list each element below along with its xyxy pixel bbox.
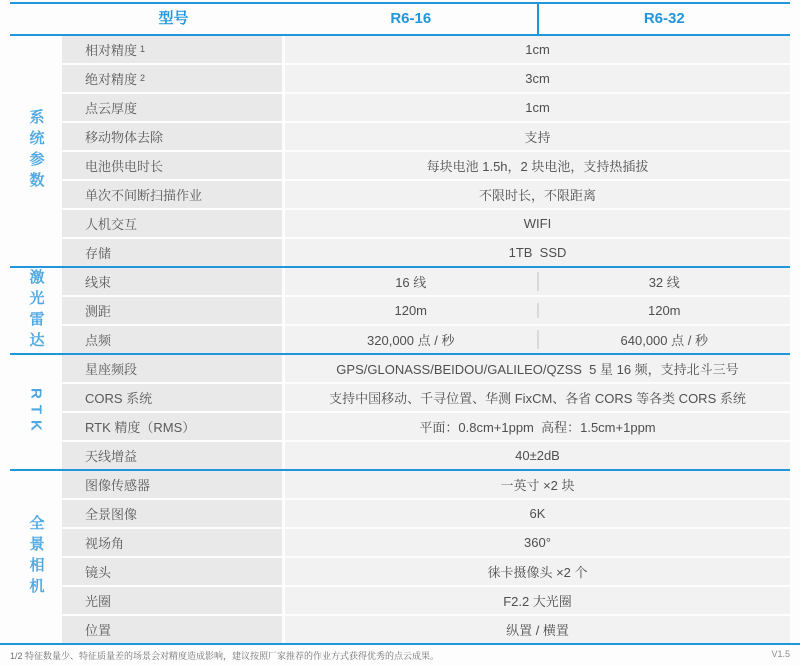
spec-row (62, 326, 790, 353)
spec-value: 6K (285, 500, 790, 527)
spec-row (62, 297, 790, 324)
spec-label-text: 绝对精度 (85, 72, 138, 87)
table-header-row (10, 4, 790, 34)
spec-label (62, 210, 282, 237)
spec-row (62, 413, 790, 440)
spec-label (62, 94, 282, 121)
spec-label-text: 天线增益 (85, 449, 138, 464)
spec-row (62, 94, 790, 121)
section-category-label: RTK (27, 387, 45, 437)
spec-value-column: 320,000 点 / 秒 (367, 333, 455, 348)
section-category-label: 系统参数 (27, 109, 45, 193)
spec-value: 支持 (285, 123, 790, 150)
spec-label (62, 413, 282, 440)
spec-label (62, 297, 282, 324)
table-body (10, 36, 790, 643)
spec-value: 每块电池 1.5h，2 块电池，支持热插拔 (285, 152, 790, 179)
spec-value: WIFI (285, 210, 790, 237)
spec-label (62, 181, 282, 208)
spec-value (285, 297, 790, 324)
section-category (10, 36, 62, 266)
spec-label-text: 线束 (85, 275, 112, 290)
spec-label (62, 355, 282, 382)
spec-label-text: 人机交互 (85, 217, 138, 232)
spec-row (62, 239, 790, 266)
section-rows (62, 268, 790, 353)
spec-row (62, 442, 790, 469)
spec-row (62, 616, 790, 643)
section-rows (62, 355, 790, 469)
spec-label-text: 位置 (85, 623, 112, 638)
spec-label-text: 电池供电时长 (85, 159, 164, 174)
spec-value (285, 268, 790, 295)
spec-value: F2.2 大光圈 (285, 587, 790, 614)
spec-value: 40±2dB (285, 442, 790, 469)
spec-label-text: 视场角 (85, 536, 125, 551)
spec-label (62, 529, 282, 556)
spec-value: 1TB SSD (285, 239, 790, 266)
spec-label-text: 单次不间断扫描作业 (85, 188, 203, 203)
spec-value: 一英寸 ×2 块 (285, 471, 790, 498)
spec-value: 平面：0.8cm+1ppm 高程：1.5cm+1ppm (285, 413, 790, 440)
spec-label-text: 图像传感器 (85, 478, 151, 493)
spec-label-text: 光圈 (85, 594, 112, 609)
spec-value: 徕卡摄像头 ×2 个 (285, 558, 790, 585)
spec-label (62, 471, 282, 498)
spec-row (62, 558, 790, 585)
spec-value: 支持中国移动、千寻位置、华测 FixCM、各省 CORS 等各类 CORS 系统 (285, 384, 790, 411)
spec-label-text: RTK 精度（RMS） (85, 420, 196, 435)
spec-section (10, 268, 790, 353)
spec-value-column: 120m (537, 303, 791, 318)
spec-label-text: CORS 系统 (85, 391, 153, 406)
spec-value: GPS/GLONASS/BEIDOU/GALILEO/QZSS 5 星 16 频，支持北斗三号 (285, 355, 790, 382)
spec-label-text: 存储 (85, 246, 112, 261)
footnote-marker: 1 (140, 43, 146, 54)
spec-label (62, 268, 282, 295)
spec-row (62, 587, 790, 614)
section-rows (62, 471, 790, 643)
spec-value: 不限时长，不限距离 (285, 181, 790, 208)
spec-label-text: 点频 (85, 333, 112, 348)
spec-section (10, 36, 790, 266)
spec-row (62, 500, 790, 527)
spec-row (62, 210, 790, 237)
version-label: V1.5 (771, 649, 790, 659)
section-category (10, 355, 62, 469)
spec-section (10, 355, 790, 469)
section-category (10, 471, 62, 643)
spec-value: 纵置 / 横置 (285, 616, 790, 643)
spec-value (285, 326, 790, 353)
spec-row (62, 529, 790, 556)
spec-label (62, 500, 282, 527)
spec-label-text: 星座频段 (85, 362, 138, 377)
spec-row (62, 36, 790, 63)
spec-label (62, 123, 282, 150)
spec-label (62, 326, 282, 353)
spec-label-text: 相对精度 (85, 43, 138, 58)
spec-row (62, 268, 790, 295)
spec-label-text: 镜头 (85, 565, 112, 580)
spec-value: 3cm (285, 65, 790, 92)
spec-value: 1cm (285, 36, 790, 63)
spec-value-column: 640,000 点 / 秒 (537, 330, 791, 349)
spec-label (62, 384, 282, 411)
spec-label (62, 558, 282, 585)
spec-row (62, 152, 790, 179)
spec-label-text: 全景图像 (85, 507, 138, 522)
spec-section (10, 471, 790, 643)
spec-row (62, 384, 790, 411)
spec-label (62, 587, 282, 614)
spec-value-column: 16 线 (395, 275, 427, 290)
spec-label (62, 442, 282, 469)
column-header-r6-16: R6-16 (390, 10, 432, 27)
footnote-text: 1/2 特征数量少、特征质量差的场景会对精度造成影响，建议按照厂家推荐的作业方式获得优秀的点云成果。 (10, 651, 440, 661)
spec-row (62, 355, 790, 382)
section-rows (62, 36, 790, 266)
spec-label-text: 移动物体去除 (85, 130, 164, 145)
spec-value: 1cm (285, 94, 790, 121)
spec-label (62, 152, 282, 179)
section-category-label: 全景相机 (27, 515, 45, 599)
spec-value-column: 120m (394, 303, 428, 318)
spec-label-text: 点云厚度 (85, 101, 138, 116)
spec-value-column: 32 线 (537, 272, 791, 291)
section-category-label: 激光雷达 (27, 268, 45, 353)
spec-value: 360° (285, 529, 790, 556)
spec-label-text: 测距 (85, 304, 112, 319)
spec-label (62, 65, 282, 92)
spec-label (62, 616, 282, 643)
spec-label (62, 239, 282, 266)
spec-label (62, 36, 282, 63)
spec-row (62, 181, 790, 208)
spec-row (62, 471, 790, 498)
footnote-marker: 2 (140, 72, 146, 83)
spec-row (62, 65, 790, 92)
section-category (10, 268, 62, 353)
model-header-cell: 型号 (158, 10, 189, 27)
footer (0, 645, 800, 662)
column-header-r6-32: R6-32 (537, 4, 791, 34)
spec-row (62, 123, 790, 150)
